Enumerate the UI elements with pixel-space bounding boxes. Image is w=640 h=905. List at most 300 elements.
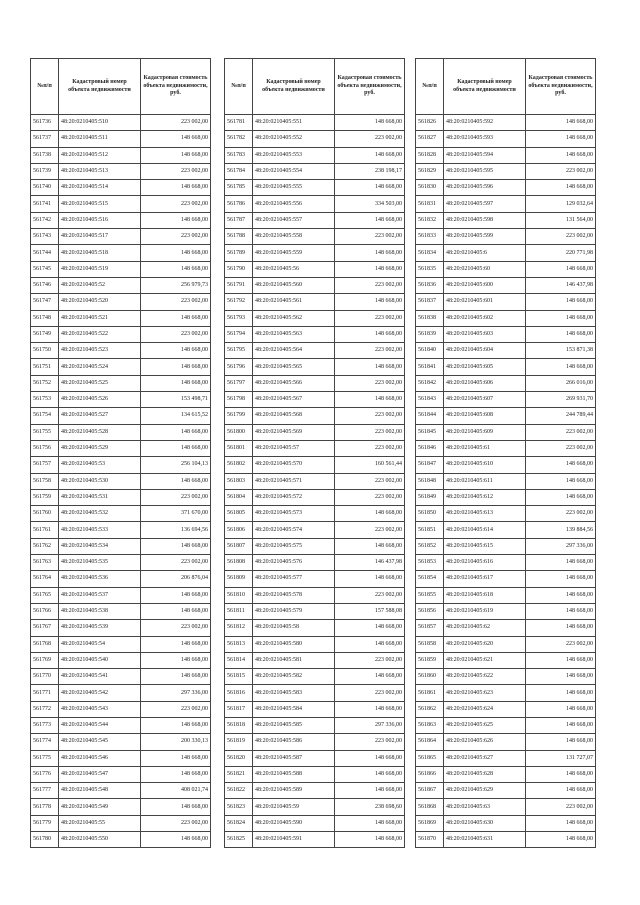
cadastral-value: 223 002,00: [141, 115, 211, 131]
cadastral-number: 48:20:0210405:580: [253, 636, 335, 652]
row-number: 561772: [31, 701, 59, 717]
table-row: [416, 571, 596, 587]
row-number: 561825: [225, 832, 253, 848]
table-row: [31, 163, 211, 179]
row-number: 561754: [31, 408, 59, 424]
cadastral-value: 223 002,00: [526, 229, 596, 245]
row-number: 561840: [416, 343, 444, 359]
row-number: 561776: [31, 766, 59, 782]
row-number: 561824: [225, 815, 253, 831]
table-row: [225, 457, 405, 473]
cadastral-value: 157 588,08: [335, 603, 405, 619]
cadastral-value: 148 668,00: [526, 603, 596, 619]
row-number: 561792: [225, 294, 253, 310]
table-row: [31, 783, 211, 799]
cadastral-number: 48:20:0210405:596: [444, 180, 526, 196]
table-row: [416, 245, 596, 261]
row-number: 561782: [225, 131, 253, 147]
row-number: 561752: [31, 375, 59, 391]
cadastral-value: 148 668,00: [335, 538, 405, 554]
cadastral-value: 223 002,00: [335, 652, 405, 668]
cadastral-number: 48:20:0210405:611: [444, 473, 526, 489]
table-row: [31, 261, 211, 277]
table-header-row: [225, 59, 405, 115]
cadastral-number: 48:20:0210405:627: [444, 750, 526, 766]
cadastral-number: 48:20:0210405:521: [59, 310, 141, 326]
cadastral-number: 48:20:0210405:622: [444, 669, 526, 685]
cadastral-number: 48:20:0210405:562: [253, 310, 335, 326]
cadastral-table-2: [224, 58, 405, 848]
table-row: [416, 799, 596, 815]
table-row: [416, 131, 596, 147]
cadastral-value: 148 668,00: [141, 538, 211, 554]
row-number: 561827: [416, 131, 444, 147]
table-row: [225, 261, 405, 277]
cadastral-value: 238 198,17: [335, 163, 405, 179]
row-number: 561853: [416, 555, 444, 571]
cadastral-number: 48:20:0210405:587: [253, 750, 335, 766]
row-number: 561739: [31, 163, 59, 179]
cadastral-number: 48:20:0210405:593: [444, 131, 526, 147]
row-number: 561862: [416, 701, 444, 717]
table-row: [416, 506, 596, 522]
table-row: [31, 685, 211, 701]
row-number: 561743: [31, 229, 59, 245]
row-number: 561791: [225, 277, 253, 293]
row-number: 561854: [416, 571, 444, 587]
cadastral-value: 148 668,00: [526, 326, 596, 342]
cadastral-number: 48:20:0210405:555: [253, 180, 335, 196]
table-row: [416, 766, 596, 782]
row-number: 561795: [225, 343, 253, 359]
cadastral-number: 48:20:0210405:534: [59, 538, 141, 554]
cadastral-number: 48:20:0210405:529: [59, 440, 141, 456]
table-row: [416, 310, 596, 326]
table-row: [31, 473, 211, 489]
table-row: [31, 538, 211, 554]
cadastral-number: 48:20:0210405:599: [444, 229, 526, 245]
table-row: [225, 555, 405, 571]
row-number: 561790: [225, 261, 253, 277]
cadastral-number: 48:20:0210405:512: [59, 147, 141, 163]
cadastral-value: 148 668,00: [141, 652, 211, 668]
cadastral-value: 223 002,00: [141, 196, 211, 212]
row-number: 561864: [416, 734, 444, 750]
cadastral-value: 223 002,00: [335, 473, 405, 489]
row-number: 561842: [416, 375, 444, 391]
cadastral-number: 48:20:0210405:591: [253, 832, 335, 848]
cadastral-number: 48:20:0210405:617: [444, 571, 526, 587]
row-number: 561835: [416, 261, 444, 277]
cadastral-value: 148 668,00: [141, 261, 211, 277]
cadastral-number: 48:20:0210405:515: [59, 196, 141, 212]
table-row: [31, 489, 211, 505]
cadastral-value: 148 668,00: [335, 701, 405, 717]
cadastral-number: 48:20:0210405:609: [444, 424, 526, 440]
cadastral-number: 48:20:0210405:590: [253, 815, 335, 831]
cadastral-number: 48:20:0210405:563: [253, 326, 335, 342]
table-row: [225, 620, 405, 636]
table-row: [416, 538, 596, 554]
row-number: 561798: [225, 392, 253, 408]
cadastral-number: 48:20:0210405:539: [59, 620, 141, 636]
cadastral-value: 223 002,00: [526, 799, 596, 815]
row-number: 561863: [416, 717, 444, 733]
table-row: [416, 717, 596, 733]
table-header-row: [416, 59, 596, 115]
cadastral-number: 48:20:0210405:557: [253, 212, 335, 228]
cadastral-value: 148 668,00: [141, 131, 211, 147]
table-row: [416, 326, 596, 342]
row-number: 561831: [416, 196, 444, 212]
cadastral-number: 48:20:0210405:554: [253, 163, 335, 179]
row-number: 561813: [225, 636, 253, 652]
table-row: [225, 196, 405, 212]
table-row: [416, 832, 596, 848]
cadastral-number: 48:20:0210405:53: [59, 457, 141, 473]
table-row: [31, 799, 211, 815]
table-row: [416, 115, 596, 131]
cadastral-value: 269 931,70: [526, 392, 596, 408]
cadastral-value: 256 104,13: [141, 457, 211, 473]
row-number: 561736: [31, 115, 59, 131]
cadastral-value: 148 668,00: [335, 766, 405, 782]
cadastral-number: 48:20:0210405:566: [253, 375, 335, 391]
cadastral-number: 48:20:0210405:525: [59, 375, 141, 391]
cadastral-number: 48:20:0210405:589: [253, 783, 335, 799]
table-row: [416, 196, 596, 212]
cadastral-value: 223 002,00: [141, 229, 211, 245]
table-row: [416, 636, 596, 652]
cadastral-number: 48:20:0210405:551: [253, 115, 335, 131]
cadastral-value: 148 668,00: [526, 131, 596, 147]
cadastral-number: 48:20:0210405:583: [253, 685, 335, 701]
cadastral-value: 148 668,00: [335, 815, 405, 831]
cadastral-number: 48:20:0210405:56: [253, 261, 335, 277]
table-row: [31, 815, 211, 831]
row-number: 561777: [31, 783, 59, 799]
cadastral-value: 148 668,00: [335, 294, 405, 310]
row-number: 561753: [31, 392, 59, 408]
cadastral-value: 334 503,00: [335, 196, 405, 212]
table-row: [31, 326, 211, 342]
cadastral-number: 48:20:0210405:613: [444, 506, 526, 522]
header-cadastral-value: Кадастровая стоимость объекта недвижимости, руб.: [141, 59, 211, 115]
table-row: [31, 832, 211, 848]
cadastral-value: 148 668,00: [335, 261, 405, 277]
cadastral-value: 297 336,00: [526, 538, 596, 554]
cadastral-value: 148 668,00: [335, 571, 405, 587]
cadastral-value: 148 668,00: [526, 587, 596, 603]
row-number: 561852: [416, 538, 444, 554]
cadastral-number: 48:20:0210405:582: [253, 669, 335, 685]
row-number: 561778: [31, 799, 59, 815]
cadastral-value: 148 668,00: [141, 669, 211, 685]
row-number: 561841: [416, 359, 444, 375]
row-number: 561851: [416, 522, 444, 538]
cadastral-number: 48:20:0210405:616: [444, 555, 526, 571]
cadastral-number: 48:20:0210405:592: [444, 115, 526, 131]
row-number: 561748: [31, 310, 59, 326]
row-number: 561764: [31, 571, 59, 587]
header-cadastral-number: Кадастровый номер объекта недвижимости: [444, 59, 526, 115]
row-number: 561796: [225, 359, 253, 375]
header-cadastral-value: Кадастровая стоимость объекта недвижимости, руб.: [526, 59, 596, 115]
table-row: [416, 489, 596, 505]
cadastral-value: 148 668,00: [526, 620, 596, 636]
cadastral-number: 48:20:0210405:571: [253, 473, 335, 489]
row-number: 561811: [225, 603, 253, 619]
row-number: 561860: [416, 669, 444, 685]
row-number: 561800: [225, 424, 253, 440]
cadastral-number: 48:20:0210405:606: [444, 375, 526, 391]
table-row: [31, 212, 211, 228]
row-number: 561781: [225, 115, 253, 131]
table-row: [416, 669, 596, 685]
cadastral-value: 148 668,00: [335, 832, 405, 848]
cadastral-number: 48:20:0210405:630: [444, 815, 526, 831]
row-number: 561768: [31, 636, 59, 652]
cadastral-value: 223 002,00: [335, 343, 405, 359]
table-row: [225, 652, 405, 668]
table-row: [225, 766, 405, 782]
cadastral-number: 48:20:0210405:625: [444, 717, 526, 733]
cadastral-number: 48:20:0210405:600: [444, 277, 526, 293]
table-row: [31, 180, 211, 196]
row-number: 561848: [416, 473, 444, 489]
cadastral-value: 408 021,74: [141, 783, 211, 799]
row-number: 561850: [416, 506, 444, 522]
cadastral-value: 148 668,00: [526, 701, 596, 717]
cadastral-number: 48:20:0210405:567: [253, 392, 335, 408]
table-row: [225, 375, 405, 391]
table-row: [416, 163, 596, 179]
cadastral-number: 48:20:0210405:629: [444, 783, 526, 799]
cadastral-value: 371 670,00: [141, 506, 211, 522]
table-row: [416, 815, 596, 831]
header-cadastral-number: Кадастровый номер объекта недвижимости: [253, 59, 335, 115]
cadastral-number: 48:20:0210405:621: [444, 652, 526, 668]
cadastral-number: 48:20:0210405:52: [59, 277, 141, 293]
table-row: [416, 212, 596, 228]
cadastral-value: 223 002,00: [526, 506, 596, 522]
cadastral-number: 48:20:0210405:6: [444, 245, 526, 261]
row-number: 561783: [225, 147, 253, 163]
row-number: 561789: [225, 245, 253, 261]
cadastral-number: 48:20:0210405:517: [59, 229, 141, 245]
cadastral-value: 148 668,00: [526, 457, 596, 473]
cadastral-number: 48:20:0210405:63: [444, 799, 526, 815]
table-row: [225, 294, 405, 310]
row-number: 561857: [416, 620, 444, 636]
table-row: [31, 147, 211, 163]
table-row: [225, 277, 405, 293]
cadastral-number: 48:20:0210405:575: [253, 538, 335, 554]
table-row: [225, 343, 405, 359]
cadastral-number: 48:20:0210405:572: [253, 489, 335, 505]
cadastral-number: 48:20:0210405:518: [59, 245, 141, 261]
cadastral-number: 48:20:0210405:532: [59, 506, 141, 522]
cadastral-number: 48:20:0210405:537: [59, 587, 141, 603]
table-row: [31, 701, 211, 717]
row-number: 561849: [416, 489, 444, 505]
cadastral-value: 148 668,00: [141, 440, 211, 456]
row-number: 561766: [31, 603, 59, 619]
cadastral-number: 48:20:0210405:628: [444, 766, 526, 782]
row-number: 561847: [416, 457, 444, 473]
row-number: 561870: [416, 832, 444, 848]
row-number: 561844: [416, 408, 444, 424]
row-number: 561793: [225, 310, 253, 326]
cadastral-value: 223 002,00: [141, 555, 211, 571]
cadastral-number: 48:20:0210405:55: [59, 815, 141, 831]
table-row: [416, 522, 596, 538]
table-row: [225, 163, 405, 179]
cadastral-value: 148 668,00: [141, 245, 211, 261]
row-number: 561759: [31, 489, 59, 505]
cadastral-value: 148 668,00: [335, 180, 405, 196]
cadastral-value: 153 498,71: [141, 392, 211, 408]
table-row: [31, 734, 211, 750]
table-row: [416, 555, 596, 571]
table-row: [416, 440, 596, 456]
cadastral-number: 48:20:0210405:612: [444, 489, 526, 505]
table-row: [225, 538, 405, 554]
row-number: 561770: [31, 669, 59, 685]
cadastral-number: 48:20:0210405:576: [253, 555, 335, 571]
table-row: [225, 359, 405, 375]
row-number: 561816: [225, 685, 253, 701]
cadastral-value: 223 002,00: [335, 277, 405, 293]
row-number: 561869: [416, 815, 444, 831]
table-row: [225, 392, 405, 408]
table-row: [225, 587, 405, 603]
row-number: 561794: [225, 326, 253, 342]
table-row: [416, 652, 596, 668]
cadastral-value: 148 668,00: [141, 750, 211, 766]
cadastral-value: 223 002,00: [335, 131, 405, 147]
cadastral-value: 160 561,44: [335, 457, 405, 473]
cadastral-value: 148 668,00: [141, 636, 211, 652]
table-row: [225, 571, 405, 587]
row-number: 561771: [31, 685, 59, 701]
cadastral-number: 48:20:0210405:548: [59, 783, 141, 799]
row-number: 561757: [31, 457, 59, 473]
cadastral-number: 48:20:0210405:58: [253, 620, 335, 636]
row-number: 561758: [31, 473, 59, 489]
row-number: 561807: [225, 538, 253, 554]
cadastral-number: 48:20:0210405:598: [444, 212, 526, 228]
cadastral-value: 223 002,00: [141, 620, 211, 636]
cadastral-value: 223 002,00: [335, 522, 405, 538]
cadastral-value: 148 668,00: [335, 115, 405, 131]
table-row: [31, 392, 211, 408]
row-number: 561746: [31, 277, 59, 293]
table-row: [31, 587, 211, 603]
cadastral-number: 48:20:0210405:578: [253, 587, 335, 603]
table-row: [225, 734, 405, 750]
cadastral-value: 266 016,00: [526, 375, 596, 391]
cadastral-value: 244 789,44: [526, 408, 596, 424]
table-row: [31, 571, 211, 587]
row-number: 561843: [416, 392, 444, 408]
row-number: 561832: [416, 212, 444, 228]
table-row: [31, 440, 211, 456]
row-number: 561784: [225, 163, 253, 179]
table-row: [416, 375, 596, 391]
cadastral-table-1: [30, 58, 211, 848]
cadastral-value: 223 002,00: [335, 408, 405, 424]
cadastral-value: 148 668,00: [526, 555, 596, 571]
cadastral-value: 148 668,00: [526, 147, 596, 163]
cadastral-number: 48:20:0210405:559: [253, 245, 335, 261]
cadastral-value: 223 002,00: [335, 734, 405, 750]
row-number: 561861: [416, 685, 444, 701]
table-row: [31, 603, 211, 619]
cadastral-number: 48:20:0210405:573: [253, 506, 335, 522]
row-number: 561803: [225, 473, 253, 489]
cadastral-value: 223 002,00: [335, 587, 405, 603]
cadastral-number: 48:20:0210405:565: [253, 359, 335, 375]
cadastral-value: 148 668,00: [141, 310, 211, 326]
table-row: [225, 815, 405, 831]
row-number: 561859: [416, 652, 444, 668]
table-row: [225, 636, 405, 652]
row-number: 561744: [31, 245, 59, 261]
row-number: 561787: [225, 212, 253, 228]
row-number: 561750: [31, 343, 59, 359]
cadastral-value: 223 002,00: [141, 489, 211, 505]
cadastral-number: 48:20:0210405:594: [444, 147, 526, 163]
row-number: 561846: [416, 440, 444, 456]
cadastral-number: 48:20:0210405:624: [444, 701, 526, 717]
row-number: 561785: [225, 180, 253, 196]
cadastral-number: 48:20:0210405:556: [253, 196, 335, 212]
table-row: [416, 587, 596, 603]
table-row: [31, 506, 211, 522]
cadastral-number: 48:20:0210405:610: [444, 457, 526, 473]
cadastral-number: 48:20:0210405:520: [59, 294, 141, 310]
row-number: 561802: [225, 457, 253, 473]
table-row: [416, 408, 596, 424]
cadastral-value: 223 002,00: [335, 685, 405, 701]
cadastral-number: 48:20:0210405:603: [444, 326, 526, 342]
row-number: 561834: [416, 245, 444, 261]
row-number: 561737: [31, 131, 59, 147]
cadastral-number: 48:20:0210405:631: [444, 832, 526, 848]
row-number: 561819: [225, 734, 253, 750]
row-number: 561810: [225, 587, 253, 603]
table-row: [416, 783, 596, 799]
cadastral-number: 48:20:0210405:526: [59, 392, 141, 408]
row-number: 561767: [31, 620, 59, 636]
table-row: [31, 620, 211, 636]
cadastral-number: 48:20:0210405:579: [253, 603, 335, 619]
cadastral-table-3: [415, 58, 596, 848]
row-number: 561830: [416, 180, 444, 196]
table-row: [225, 685, 405, 701]
table-row: [416, 180, 596, 196]
cadastral-value: 238 698,60: [335, 799, 405, 815]
cadastral-value: 148 668,00: [141, 603, 211, 619]
cadastral-value: 148 668,00: [526, 294, 596, 310]
cadastral-number: 48:20:0210405:602: [444, 310, 526, 326]
cadastral-value: 131 727,07: [526, 750, 596, 766]
header-cadastral-value: Кадастровая стоимость объекта недвижимости, руб.: [335, 59, 405, 115]
cadastral-value: 146 437,98: [335, 555, 405, 571]
row-number: 561806: [225, 522, 253, 538]
cadastral-number: 48:20:0210405:533: [59, 522, 141, 538]
